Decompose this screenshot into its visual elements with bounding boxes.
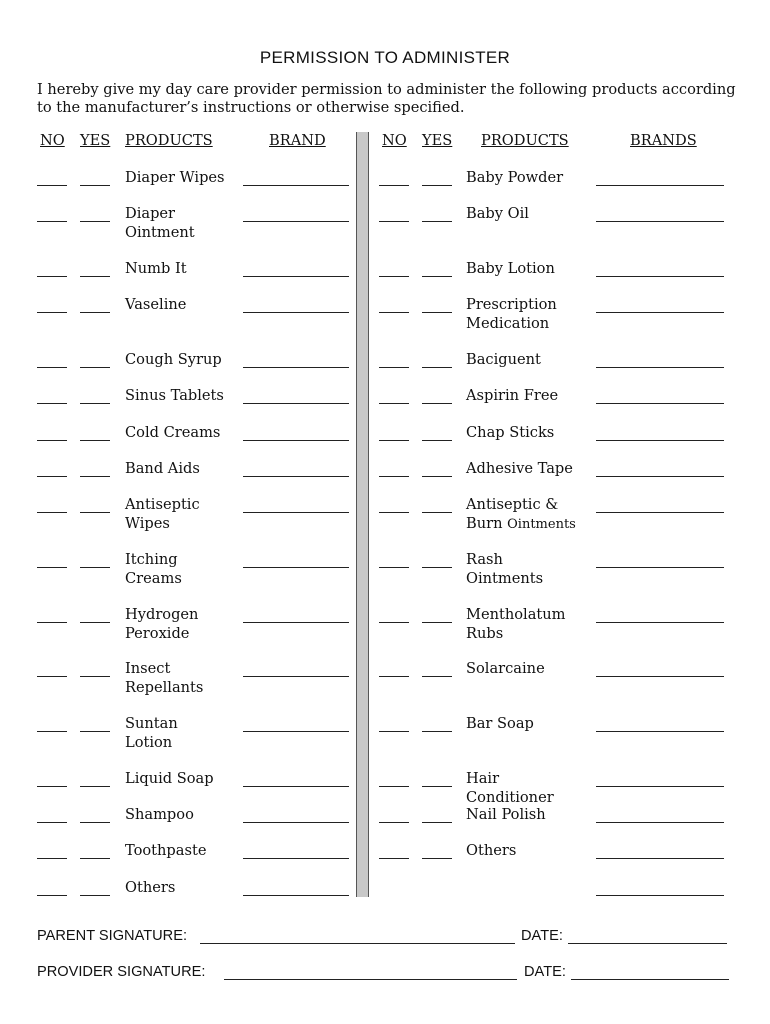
right-row-yes-blank[interactable] — [422, 858, 452, 859]
right-row-yes-blank[interactable] — [422, 731, 452, 732]
left-row-yes-blank[interactable] — [80, 822, 110, 823]
right-row-extra-brand-blank[interactable] — [596, 895, 724, 896]
right-product-label — [466, 496, 576, 534]
left-row-brand-blank[interactable] — [243, 276, 349, 277]
right-row-yes-blank[interactable] — [422, 221, 452, 222]
left-product-label: Toothpaste — [125, 842, 207, 859]
left-row-yes-blank[interactable] — [80, 786, 110, 787]
left-row-yes-blank[interactable] — [80, 403, 110, 404]
right-product-label: Bar Soap — [466, 715, 534, 732]
right-header-products: PRODUCTS — [481, 132, 569, 149]
right-row-brand-blank[interactable] — [596, 731, 724, 732]
left-row-yes-blank[interactable] — [80, 276, 110, 277]
left-row-brand-blank[interactable] — [243, 822, 349, 823]
left-row-yes-blank[interactable] — [80, 512, 110, 513]
provider-signature-line[interactable] — [224, 979, 517, 980]
right-row-brand-blank[interactable] — [596, 403, 724, 404]
left-row-brand-blank[interactable] — [243, 185, 349, 186]
left-row-yes-blank[interactable] — [80, 622, 110, 623]
left-row-no-blank[interactable] — [37, 312, 67, 313]
left-product-label: Diaper Ointment — [125, 205, 195, 241]
left-row-brand-blank[interactable] — [243, 476, 349, 477]
right-row-no-blank[interactable] — [379, 476, 409, 477]
right-product-label: Hair Conditioner — [466, 770, 554, 806]
left-row-yes-blank[interactable] — [80, 476, 110, 477]
right-row-yes-blank[interactable] — [422, 476, 452, 477]
page-title: PERMISSION TO ADMINISTER — [259, 48, 511, 67]
left-row-no-blank[interactable] — [37, 276, 67, 277]
left-header-products: PRODUCTS — [125, 132, 213, 149]
left-product-label: Cold Creams — [125, 424, 221, 441]
right-row-brand-blank[interactable] — [596, 622, 724, 623]
provider-signature-label: PROVIDER SIGNATURE: — [37, 964, 206, 980]
right-header-brands: BRANDS — [630, 132, 697, 149]
left-row-brand-blank[interactable] — [243, 622, 349, 623]
right-row-no-blank[interactable] — [379, 786, 409, 787]
right-row-brand-blank[interactable] — [596, 440, 724, 441]
right-row-yes-blank[interactable] — [422, 276, 452, 277]
right-product-label: Solarcaine — [466, 660, 545, 677]
right-row-brand-blank[interactable] — [596, 858, 724, 859]
parent-date-line[interactable] — [568, 943, 727, 944]
right-row-yes-blank[interactable] — [422, 440, 452, 441]
left-row-yes-blank[interactable] — [80, 858, 110, 859]
right-product-label: Baby Lotion — [466, 260, 555, 277]
left-product-label: Diaper Wipes — [125, 169, 225, 186]
left-row-yes-blank[interactable] — [80, 185, 110, 186]
right-row-brand-blank[interactable] — [596, 185, 724, 186]
left-row-yes-blank[interactable] — [80, 312, 110, 313]
left-product-label: Sinus Tablets — [125, 387, 224, 404]
column-divider — [356, 132, 369, 897]
left-row-no-blank[interactable] — [37, 676, 67, 677]
left-row-brand-blank[interactable] — [243, 676, 349, 677]
left-row-brand-blank[interactable] — [243, 312, 349, 313]
right-product-label: Chap Sticks — [466, 424, 555, 441]
parent-signature-label: PARENT SIGNATURE: — [37, 928, 188, 944]
left-row-brand-blank[interactable] — [243, 858, 349, 859]
right-row-no-blank[interactable] — [379, 858, 409, 859]
right-row-brand-blank[interactable] — [596, 367, 724, 368]
parent-signature-line[interactable] — [200, 943, 515, 944]
right-row-no-blank[interactable] — [379, 822, 409, 823]
right-row-no-blank[interactable] — [379, 185, 409, 186]
right-product-label: Aspirin Free — [466, 387, 559, 404]
right-product-label: Others — [466, 842, 517, 859]
right-row-no-blank[interactable] — [379, 567, 409, 568]
intro-paragraph: I hereby give my day care provider permission to administer the following products according to the manufacturer’s instructions or otherwise specified. — [37, 81, 736, 116]
left-row-yes-blank[interactable] — [80, 567, 110, 568]
right-row-brand-blank[interactable] — [596, 822, 724, 823]
right-product-label: Nail Polish — [466, 806, 546, 823]
left-header-brand: BRAND — [269, 132, 326, 149]
right-product-label: Prescription Medication — [466, 296, 557, 332]
left-row-yes-blank[interactable] — [80, 440, 110, 441]
left-row-brand-blank[interactable] — [243, 440, 349, 441]
left-row-brand-blank[interactable] — [243, 403, 349, 404]
right-product-label: Rash Ointments — [466, 551, 544, 587]
right-row-no-blank[interactable] — [379, 276, 409, 277]
left-product-label: Liquid Soap — [125, 770, 214, 787]
provider-date-label: DATE: — [524, 964, 566, 980]
right-row-brand-blank[interactable] — [596, 276, 724, 277]
left-row-brand-blank[interactable] — [243, 895, 349, 896]
right-row-no-blank[interactable] — [379, 440, 409, 441]
left-product-label: Numb It — [125, 260, 187, 277]
left-product-label: Suntan Lotion — [125, 715, 178, 751]
left-row-brand-blank[interactable] — [243, 367, 349, 368]
right-row-yes-blank[interactable] — [422, 512, 452, 513]
left-product-label: Hydrogen Peroxide — [125, 606, 199, 642]
left-row-brand-blank[interactable] — [243, 567, 349, 568]
left-product-label: Vaseline — [125, 296, 187, 313]
right-row-yes-blank[interactable] — [422, 567, 452, 568]
right-product-label: Baby Powder — [466, 169, 564, 186]
right-header-yes: YES — [422, 132, 453, 149]
right-row-no-blank[interactable] — [379, 622, 409, 623]
left-row-no-blank[interactable] — [37, 367, 67, 368]
left-row-no-blank[interactable] — [37, 858, 67, 859]
right-product-label: Mentholatum Rubs — [466, 606, 566, 642]
right-row-yes-blank[interactable] — [422, 185, 452, 186]
left-row-no-blank[interactable] — [37, 403, 67, 404]
right-row-no-blank[interactable] — [379, 512, 409, 513]
left-product-label: Cough Syrup — [125, 351, 222, 368]
right-row-brand-blank[interactable] — [596, 221, 724, 222]
right-row-no-blank[interactable] — [379, 731, 409, 732]
right-row-yes-blank[interactable] — [422, 312, 452, 313]
right-row-yes-blank[interactable] — [422, 786, 452, 787]
right-row-brand-blank[interactable] — [596, 567, 724, 568]
right-row-brand-blank[interactable] — [596, 312, 724, 313]
right-row-no-blank[interactable] — [379, 403, 409, 404]
left-product-label: Shampoo — [125, 806, 194, 823]
left-product-label: Itching Creams — [125, 551, 182, 587]
right-row-yes-blank[interactable] — [422, 367, 452, 368]
right-row-no-blank[interactable] — [379, 312, 409, 313]
left-row-no-blank[interactable] — [37, 440, 67, 441]
right-row-no-blank[interactable] — [379, 221, 409, 222]
right-row-yes-blank[interactable] — [422, 403, 452, 404]
right-row-brand-blank[interactable] — [596, 512, 724, 513]
left-row-yes-blank[interactable] — [80, 895, 110, 896]
right-row-yes-blank[interactable] — [422, 622, 452, 623]
left-row-brand-blank[interactable] — [243, 512, 349, 513]
right-row-yes-blank[interactable] — [422, 676, 452, 677]
left-product-label: Antiseptic Wipes — [125, 496, 200, 532]
left-row-yes-blank[interactable] — [80, 731, 110, 732]
left-row-no-blank[interactable] — [37, 622, 67, 623]
right-row-yes-blank[interactable] — [422, 822, 452, 823]
left-row-yes-blank[interactable] — [80, 221, 110, 222]
left-row-no-blank[interactable] — [37, 476, 67, 477]
left-header-yes: YES — [80, 132, 111, 149]
right-product-label: Baby Oil — [466, 205, 529, 222]
right-product-label: Baciguent — [466, 351, 541, 368]
left-row-brand-blank[interactable] — [243, 221, 349, 222]
left-row-no-blank[interactable] — [37, 221, 67, 222]
right-row-brand-blank[interactable] — [596, 676, 724, 677]
left-row-brand-blank[interactable] — [243, 786, 349, 787]
right-row-no-blank[interactable] — [379, 676, 409, 677]
left-row-no-blank[interactable] — [37, 786, 67, 787]
right-product-label: Adhesive Tape — [466, 460, 573, 477]
left-row-no-blank[interactable] — [37, 731, 67, 732]
left-row-brand-blank[interactable] — [243, 731, 349, 732]
left-row-yes-blank[interactable] — [80, 367, 110, 368]
right-product-line1: Antiseptic & — [466, 496, 559, 513]
left-row-yes-blank[interactable] — [80, 676, 110, 677]
provider-date-line[interactable] — [571, 979, 729, 980]
parent-date-label: DATE: — [521, 928, 563, 944]
right-row-brand-blank[interactable] — [596, 476, 724, 477]
right-product-line2-prefix: Burn — [466, 514, 508, 532]
left-row-no-blank[interactable] — [37, 822, 67, 823]
left-header-no: NO — [40, 132, 65, 149]
left-product-label: Band Aids — [125, 460, 200, 477]
right-row-no-blank[interactable] — [379, 367, 409, 368]
left-product-label: Insect Repellants — [125, 660, 204, 696]
left-row-no-blank[interactable] — [37, 895, 67, 896]
left-product-label: Others — [125, 879, 176, 896]
right-row-brand-blank[interactable] — [596, 786, 724, 787]
left-row-no-blank[interactable] — [37, 512, 67, 513]
right-product-line2-suffix: Ointments — [507, 516, 576, 532]
left-row-no-blank[interactable] — [37, 185, 67, 186]
left-row-no-blank[interactable] — [37, 567, 67, 568]
right-header-no: NO — [382, 132, 407, 149]
